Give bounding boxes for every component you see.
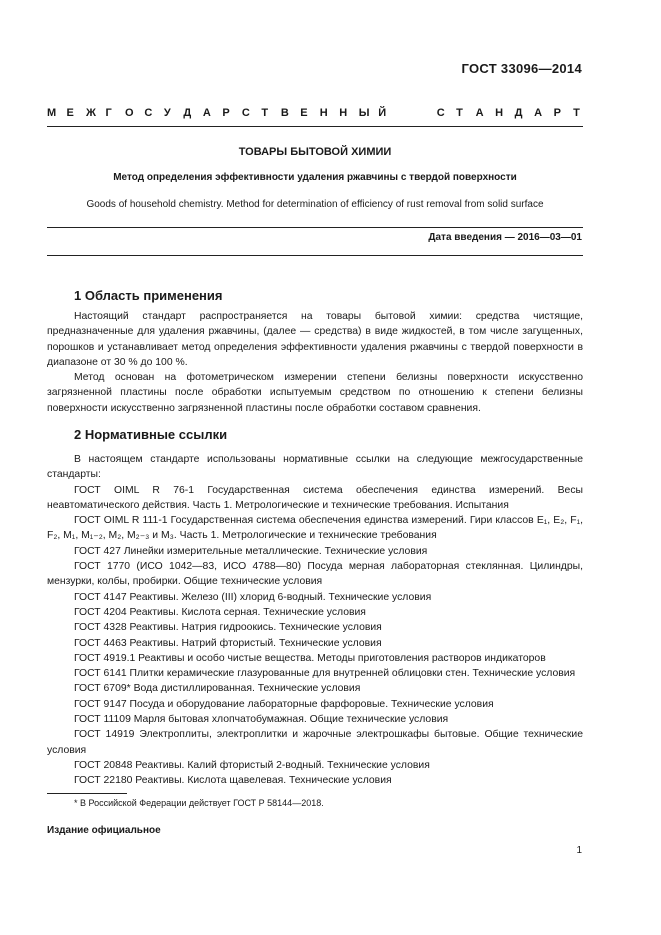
banner-letter: С xyxy=(241,107,250,119)
normative-reference: ГОСТ 4204 Реактивы. Кислота серная. Технические условия xyxy=(74,606,366,618)
footnote: * В Российской Федерации действует ГОСТ Р 58144—2018. xyxy=(74,798,324,808)
banner-word-1 xyxy=(47,107,398,119)
rule-middle xyxy=(47,227,583,228)
normative-reference: ГОСТ OIML R 111-1 Государственная система обеспечения единства измерений. Гири классов E₁, E₂, F₁, F₂, M₁, M₁₋₂, M₂, M₂₋₃ и M₃. Часть 1. Метрологические и технические требования xyxy=(47,515,583,542)
banner-letter: Д xyxy=(514,107,523,119)
section-1-body xyxy=(47,309,583,416)
banner-letter: Н xyxy=(495,107,504,119)
banner-letter: А xyxy=(475,107,484,119)
page-number: 1 xyxy=(576,845,582,856)
banner-letter: В xyxy=(280,107,289,119)
banner-letter: О xyxy=(124,107,134,119)
banner-letter: Г xyxy=(105,107,112,119)
section-1-paragraph: Настоящий стандарт распространяется на товары бытовой химии: средства чистящие, предназначенные для удаления ржавчины, (далее — средства) в виде жидкостей, в том числе загущенных, порошков и устанавливает метод определения эффективности удаления ржавчины с твердой поверхности в диапазоне от 30 % до 100 %. xyxy=(47,311,583,368)
banner-letter: Р xyxy=(222,107,230,119)
normative-reference: ГОСТ 11109 Марля бытовая хлопчатобумажная. Общие технические условия xyxy=(74,714,449,726)
normative-reference: ГОСТ 1770 (ИСО 1042—83, ИСО 4788—80) Посуда мерная лабораторная стеклянная. Цилиндры, мензурки, колбы, пробирки. Общие технические условия xyxy=(47,561,583,588)
banner-letter: А xyxy=(202,107,211,119)
normative-reference: ГОСТ 4463 Реактивы. Натрий фтористый. Технические условия xyxy=(74,637,382,649)
section-1-paragraph: Метод основан на фотометрическом измерении степени белизны поверхности искусственно загрязненной пластины после обработки испытуемым средством по отношению к степени белизны поверхности искусственно загрязненной пластины после обработки составом сравнения. xyxy=(47,372,583,414)
rule-bottom xyxy=(47,255,583,256)
standard-title: ТОВАРЫ БЫТОВОЙ ХИМИИ xyxy=(238,146,392,158)
banner-letter: Т xyxy=(456,107,463,119)
section-2-heading: 2 Нормативные ссылки xyxy=(74,427,228,442)
introduction-date: Дата введения — 2016—03—01 xyxy=(428,232,582,243)
banner-letter: Н xyxy=(319,107,328,119)
banner-letter: М xyxy=(47,107,57,119)
english-title: Goods of household chemistry. Method for determination of efficiency of rust removal from solid surface xyxy=(86,199,544,210)
banner-letter: С xyxy=(144,107,153,119)
normative-reference: ГОСТ 4328 Реактивы. Натрия гидроокись. Технические условия xyxy=(74,622,382,634)
section-2-body xyxy=(47,452,583,789)
section-2-intro: В настоящем стандарте использованы нормативные ссылки на следующие межгосударственные стандарты: xyxy=(47,454,583,481)
document-code: ГОСТ 33096—2014 xyxy=(461,61,582,76)
normative-reference: ГОСТ 4147 Реактивы. Железо (III) хлорид 6-водный. Технические условия xyxy=(74,591,432,603)
banner-letter: Т xyxy=(573,107,580,119)
footnote-separator xyxy=(47,793,127,794)
section-1-heading: 1 Область применения xyxy=(74,288,223,303)
normative-reference: ГОСТ 14919 Электроплиты, электроплитки и жарочные электрошкафы бытовые. Общие технические условия xyxy=(47,729,583,756)
standard-subtitle: Метод определения эффективности удаления ржавчины с твердой поверхности xyxy=(113,172,517,183)
banner-letter: Т xyxy=(261,107,269,119)
banner-word-2 xyxy=(437,107,593,119)
normative-reference: ГОСТ 22180 Реактивы. Кислота щавелевая. Технические условия xyxy=(74,775,392,787)
banner-letter: Е xyxy=(300,107,308,119)
banner-letter: С xyxy=(436,107,445,119)
banner-letter: Р xyxy=(553,107,561,119)
normative-reference: ГОСТ 6709* Вода дистиллированная. Технические условия xyxy=(74,683,361,695)
normative-reference: ГОСТ 20848 Реактивы. Калий фтористый 2-водный. Технические условия xyxy=(74,759,430,771)
normative-reference: ГОСТ 4919.1 Реактивы и особо чистые вещества. Методы приготовления растворов индикаторов xyxy=(74,652,546,664)
banner-letter: У xyxy=(163,107,171,119)
banner-letter: Д xyxy=(183,107,192,119)
normative-reference: ГОСТ 9147 Посуда и оборудование лабораторные фарфоровые. Технические условия xyxy=(74,698,494,710)
normative-reference: ГОСТ OIML R 76-1 Государственная система обеспечения единства измерений. Весы неавтоматического действия. Часть 1. Метрологические и технические требования. Испытания xyxy=(47,484,583,511)
official-edition-label: Издание официальное xyxy=(47,825,161,836)
normative-reference: ГОСТ 427 Линейки измерительные металлические. Технические условия xyxy=(74,545,428,557)
banner-letter: Ы xyxy=(358,107,370,119)
normative-reference: ГОСТ 6141 Плитки керамические глазурованные для внутренней облицовки стен. Технические условия xyxy=(74,668,576,680)
banner-letter: Ж xyxy=(85,107,96,119)
banner-letter: Й xyxy=(378,107,387,119)
banner-letter: Е xyxy=(66,107,74,119)
banner-letter: А xyxy=(534,107,543,119)
standard-banner xyxy=(47,107,583,119)
banner-letter: Н xyxy=(339,107,348,119)
rule-top xyxy=(47,126,583,127)
